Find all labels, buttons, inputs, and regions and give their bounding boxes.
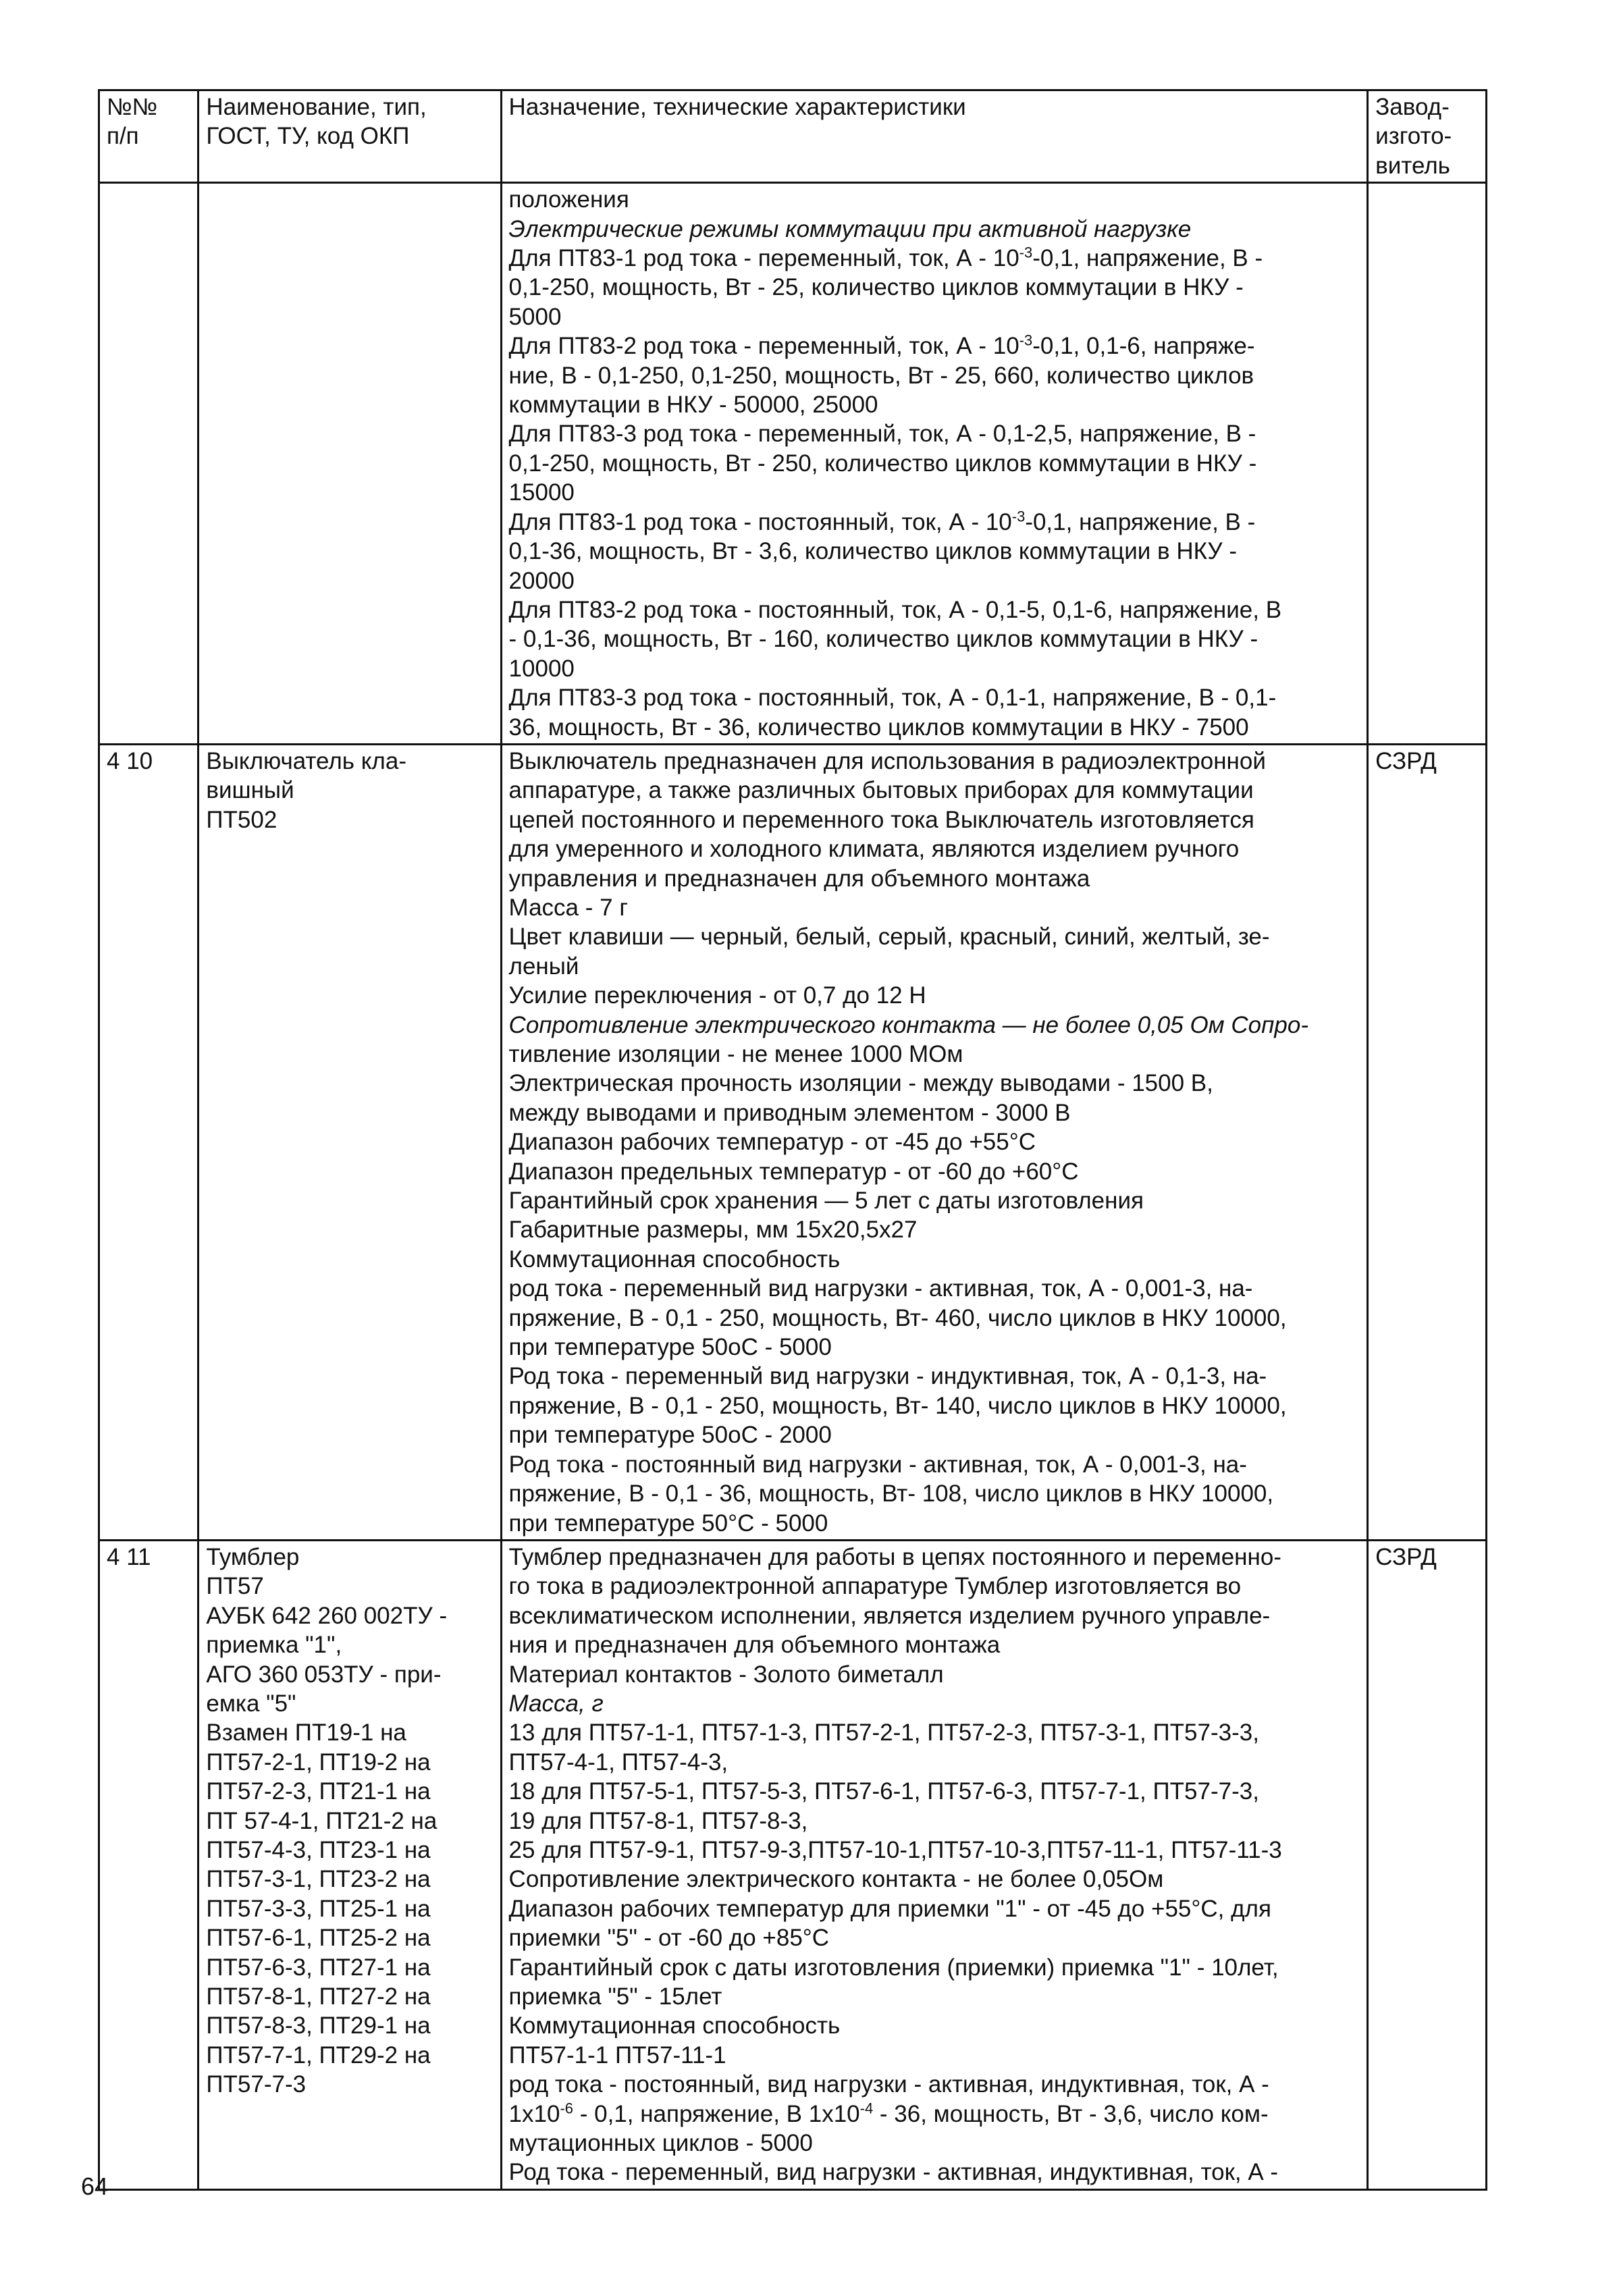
table-row-continuation — [99, 183, 1487, 745]
text-line: ПТ57-7-1, ПТ29-2 на — [206, 2041, 431, 2068]
text-line: ПТ502 — [206, 806, 277, 833]
text-line: мутационных циклов - 5000 — [508, 2130, 813, 2157]
text-line: ПТ57-2-3, ПТ21-1 на — [206, 1778, 431, 1805]
text-line: ПТ57-4-3, ПТ23-1 на — [206, 1836, 431, 1863]
table-header-row — [99, 90, 1487, 183]
text-line: Для ПТ83-1 род тока - постоянный, ток, А - $10^{-3}-0,1$, напряжение, В - — [508, 508, 1256, 535]
row410-num: 4 10 — [99, 744, 198, 1540]
text-line: Выключатель предназначен для использования в радиоэлектронной — [508, 747, 1266, 774]
text-line: 0,1-36, мощность, Вт - 3,6, количество циклов коммутации в НКУ - — [508, 538, 1238, 565]
text-line: ПТ 57-4-1, ПТ21-2 на — [206, 1807, 438, 1834]
text-line: 5000 — [508, 303, 562, 330]
text-line: АГО 360 053ТУ - при- — [206, 1661, 442, 1688]
text-line: для умеренного и холодного климата, являются изделием ручного — [508, 836, 1240, 863]
text-line: пряжение, В - 0,1 - 250, мощность, Вт- 140, число циклов в НКУ 10000, — [508, 1392, 1287, 1419]
text-line: леный — [508, 953, 579, 980]
text-line: приемки "5" - от -60 до +85°С — [508, 1925, 830, 1952]
text-line: Гарантийный срок с даты изготовления (приемки) приемка "1" - 10лет, — [508, 1954, 1279, 1981]
text-line: Электрические режимы коммутации при активной нагрузке — [508, 215, 1192, 242]
text-line: аппаратуре, а также различных бытовых приборах для коммутации — [508, 777, 1254, 804]
row411-name — [198, 1540, 501, 2189]
text-line: Масса, г — [508, 1690, 604, 1717]
cont-desc-lines — [509, 185, 1360, 742]
header-num: №№ п/п — [99, 90, 198, 183]
text-line: приемка "1", — [206, 1632, 342, 1659]
text-line: Для ПТ83-2 род тока - переменный, ток, А - $10^{-3}-0,1$, 0,1-6, напряже- — [508, 331, 1255, 360]
text-line: Коммутационная способность — [508, 2012, 841, 2039]
header-desc: Назначение, технические характеристики — [501, 90, 1368, 183]
text-line: ние, В - 0,1-250, 0,1-250, мощность, Вт - 25, 660, количество циклов — [508, 362, 1254, 389]
text-line: Выключатель кла- — [206, 747, 406, 774]
text-line: 36, мощность, Вт - 36, количество циклов коммутации в НКУ - 7500 — [508, 714, 1249, 741]
text-line: Цвет клавиши — черный, белый, серый, красный, синий, желтый, зе- — [508, 924, 1270, 951]
row410-maker: СЗРД — [1368, 744, 1487, 1540]
text-line: род тока - переменный вид нагрузки - активная, ток, А - 0,001-3, на- — [508, 1275, 1253, 1302]
text-line: го тока в радиоэлектронной аппаратуре Тумблер изготовляется во — [508, 1573, 1242, 1600]
text-line: 25 для ПТ57-9-1, ПТ57-9-3,ПТ57-10-1,ПТ57-10-3,ПТ57-11-1, ПТ57-11-3 — [508, 1836, 1282, 1863]
cont-name-cell — [198, 183, 501, 745]
text-line: ПТ57-2-1, ПТ19-2 на — [206, 1748, 431, 1776]
text-line: положения — [508, 186, 629, 213]
row411-maker: СЗРД — [1368, 1540, 1487, 2189]
text-line: 15000 — [508, 479, 575, 506]
text-line: управления и предназначен для объемного монтажа — [508, 865, 1090, 892]
header-name: Наименование, тип, ГОСТ, ТУ, код ОКП — [198, 90, 501, 183]
table-row-411 — [99, 1540, 1487, 2189]
text-line: Род тока - переменный, вид нагрузки - активная, индуктивная, ток, А - — [508, 2159, 1279, 2186]
page-number: 64 — [81, 2172, 109, 2200]
text-line: - 0,1-36, мощность, Вт - 160, количество циклов коммутации в НКУ - — [508, 626, 1258, 653]
text-line: $1х10^{-6} - 0,1$, напряжение, В $1х10^{-4} - 36$, мощность, Вт - 3,6, число ком- — [508, 2099, 1269, 2127]
row410-name — [198, 744, 501, 1540]
text-line: всеклиматическом исполнении, является изделием ручного управле- — [508, 1602, 1271, 1629]
text-line: Для ПТ83-3 род тока - постоянный, ток, А - 0,1-1, напряжение, В - 0,1- — [508, 685, 1277, 712]
text-line: цепей постоянного и переменного тока Выключатель изготовляется — [508, 806, 1254, 833]
text-line: Диапазон предельных температур - от -60 до +60°С — [508, 1158, 1079, 1185]
text-line: 20000 — [508, 567, 575, 594]
text-line: между выводами и приводным элементом - 3000 В — [508, 1099, 1071, 1126]
text-line: Для ПТ83-2 род тока - постоянный, ток, А - 0,1-5, 0,1-6, напряжение, В — [508, 596, 1282, 623]
text-line: Сопротивление электрического контакта — не более 0,05 Ом Сопро- — [508, 1011, 1308, 1038]
text-line: Масса - 7 г — [508, 894, 629, 921]
text-line: пряжение, В - 0,1 - 250, мощность, Вт- 460, число циклов в НКУ 10000, — [508, 1304, 1287, 1331]
text-line: Для ПТ83-1 род тока - переменный, ток, А - $10^{-3}-0,1$, напряжение, В - — [508, 244, 1263, 272]
row410-desc — [501, 744, 1368, 1540]
text-line: Гарантийный срок хранения — 5 лет с даты изготовления — [508, 1187, 1144, 1214]
text-line: Тумблер — [206, 1543, 300, 1570]
text-line: Взамен ПТ19-1 на — [206, 1719, 406, 1746]
text-line: при температуре 50оС - 2000 — [508, 1422, 832, 1449]
text-line: Диапазон рабочих температур для приемки "1" - от -45 до +55°С, для — [508, 1895, 1271, 1922]
text-line: Диапазон рабочих температур - от -45 до +55°С — [508, 1129, 1036, 1156]
header-maker: Завод- изгото- витель — [1368, 90, 1487, 183]
text-line: 10000 — [508, 655, 575, 682]
text-line: ПТ57-7-3 — [206, 2071, 307, 2098]
text-line: Габаритные размеры, мм 15х20,5х27 — [508, 1217, 918, 1244]
text-line: 0,1-250, мощность, Вт - 25, количество циклов коммутации в НКУ - — [508, 274, 1244, 301]
text-line: тивление изоляции - не менее 1000 МОм — [508, 1041, 963, 1067]
row411-num: 4 11 — [99, 1540, 198, 2189]
text-line: ПТ57-6-1, ПТ25-2 на — [206, 1925, 431, 1952]
text-line: Сопротивление электрического контакта - не более 0,05Ом — [508, 1866, 1164, 1893]
row411-desc — [501, 1540, 1368, 2189]
text-line: коммутации в НКУ - 50000, 25000 — [508, 392, 878, 419]
text-line: Электрическая прочность изоляции - между выводами - 1500 В, — [508, 1070, 1213, 1097]
row411-desc-lines — [509, 1543, 1360, 2187]
text-line: АУБК 642 260 002ТУ - — [206, 1602, 448, 1629]
text-line: Род тока - переменный вид нагрузки - индуктивная, ток, А - 0,1-3, на- — [508, 1363, 1267, 1390]
text-line: Род тока - постоянный вид нагрузки - активная, ток, А - 0,001-3, на- — [508, 1451, 1247, 1478]
text-line: пряжение, В - 0,1 - 36, мощность, Вт- 108, число циклов в НКУ 10000, — [508, 1480, 1274, 1507]
text-line: емка "5" — [206, 1690, 296, 1717]
text-line: Усилие переключения - от 0,7 до 12 Н — [508, 982, 926, 1009]
text-line: 19 для ПТ57-8-1, ПТ57-8-3, — [508, 1807, 808, 1834]
text-line: ПТ57-1-1 ПТ57-11-1 — [508, 2041, 726, 2068]
cont-num-cell — [99, 183, 198, 745]
text-line: ПТ57 — [206, 1573, 264, 1600]
row410-name-lines — [206, 747, 493, 834]
table-row-410 — [99, 744, 1487, 1540]
row411-name-lines — [206, 1543, 493, 2100]
cont-maker-cell — [1368, 183, 1487, 745]
text-line: Материал контактов - Золото биметалл — [508, 1661, 944, 1688]
text-line: ПТ57-3-1, ПТ23-2 на — [206, 1866, 431, 1893]
cont-desc-cell — [501, 183, 1368, 745]
text-line: 18 для ПТ57-5-1, ПТ57-5-3, ПТ57-6-1, ПТ57-6-3, ПТ57-7-1, ПТ57-7-3, — [508, 1778, 1259, 1805]
text-line: род тока - постоянный, вид нагрузки - активная, индуктивная, ток, А - — [508, 2071, 1269, 2098]
spec-table — [98, 89, 1487, 2191]
text-line: Тумблер предназначен для работы в цепях постоянного и переменно- — [508, 1543, 1281, 1570]
text-line: ПТ57-8-1, ПТ27-2 на — [206, 1983, 431, 2010]
text-line: 0,1-250, мощность, Вт - 250, количество циклов коммутации в НКУ - — [508, 450, 1257, 477]
row410-desc-lines — [509, 747, 1360, 1538]
text-line: ПТ57-3-3, ПТ25-1 на — [206, 1895, 431, 1922]
text-line: ния и предназначен для объемного монтажа — [508, 1632, 1001, 1659]
text-line: ПТ57-4-1, ПТ57-4-3, — [508, 1748, 728, 1776]
text-line: при температуре 50оС - 5000 — [508, 1334, 832, 1361]
text-line: ПТ57-8-3, ПТ29-1 на — [206, 2012, 431, 2039]
text-line: ПТ57-6-3, ПТ27-1 на — [206, 1954, 431, 1981]
text-line: 13 для ПТ57-1-1, ПТ57-1-3, ПТ57-2-1, ПТ57-2-3, ПТ57-3-1, ПТ57-3-3, — [508, 1719, 1259, 1746]
text-line: Коммутационная способность — [508, 1246, 841, 1273]
text-line: приемка "5" - 15лет — [508, 1983, 722, 2010]
text-line: Для ПТ83-3 род тока - переменный, ток, А - 0,1-2,5, напряжение, В - — [508, 421, 1256, 448]
text-line: вишный — [206, 777, 294, 804]
text-line: при температуре 50°С - 5000 — [508, 1510, 828, 1537]
